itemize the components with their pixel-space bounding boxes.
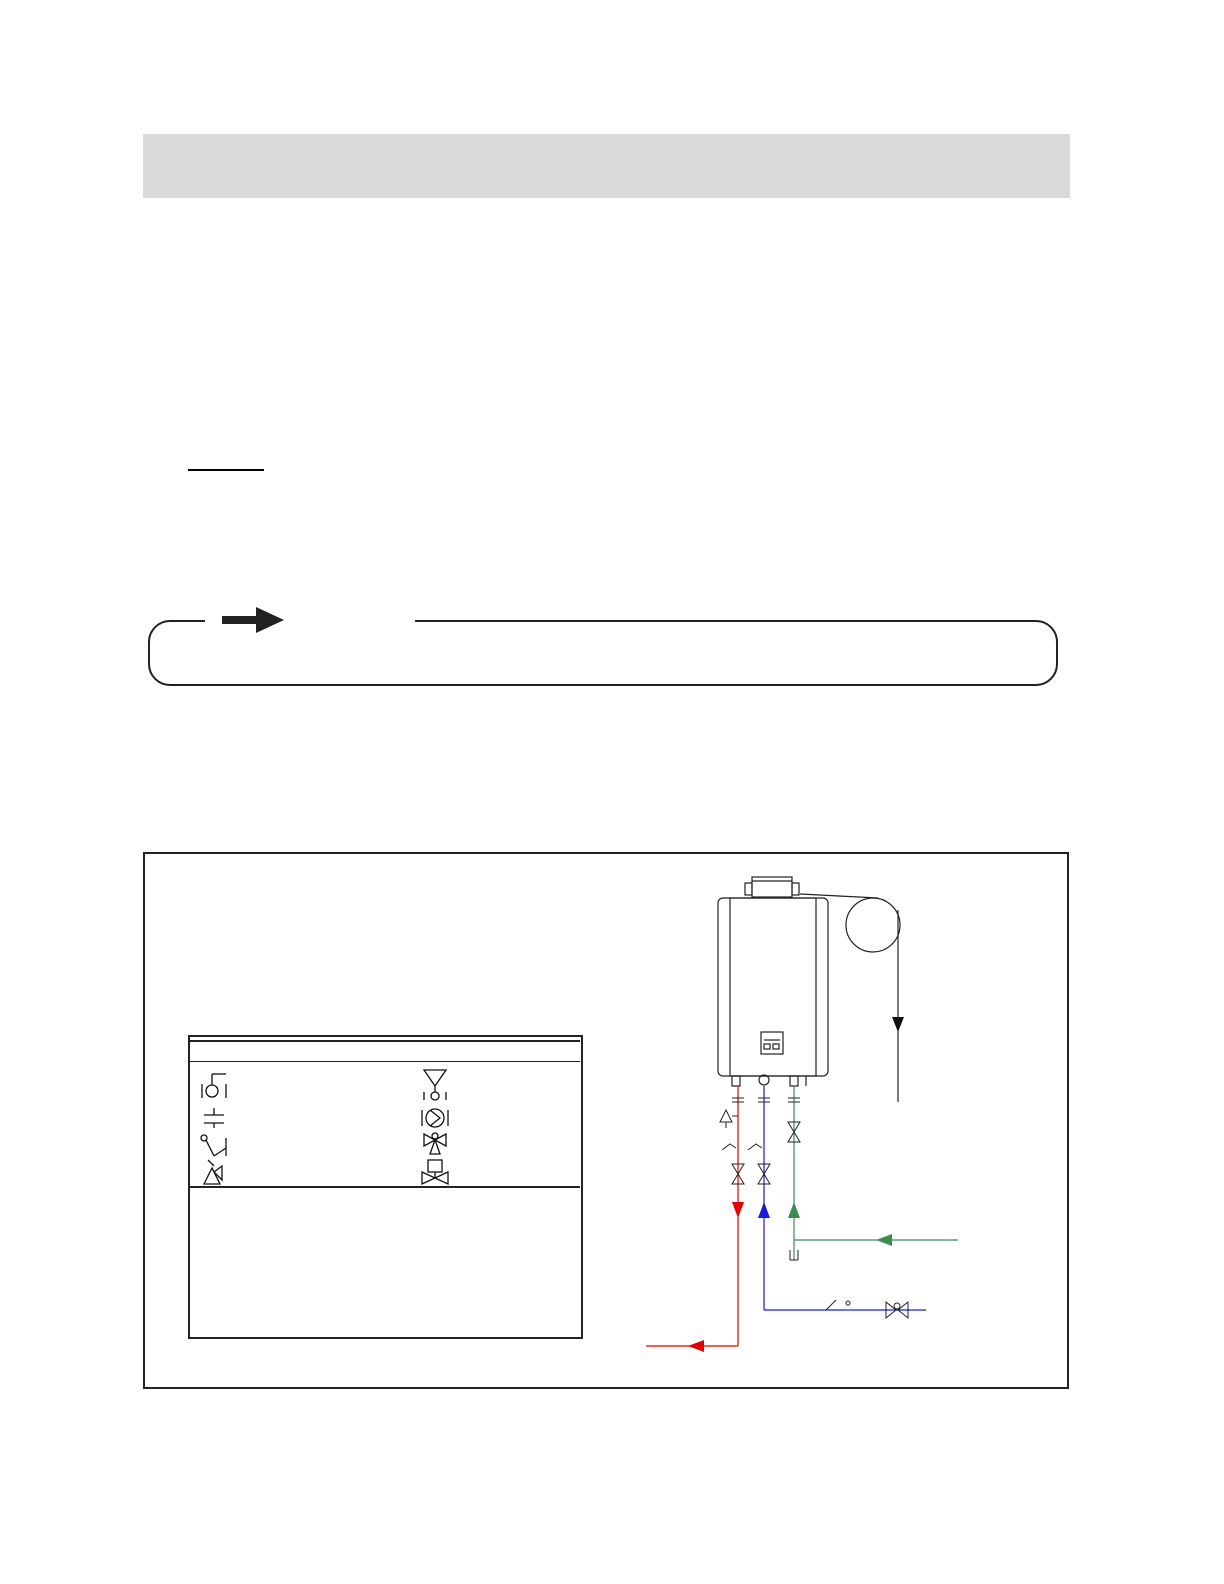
relief-valve-icon	[204, 1160, 222, 1184]
pipe-fittings	[732, 1098, 800, 1102]
union-fitting-icon	[202, 1074, 226, 1098]
section-header-band	[143, 134, 1070, 198]
right-arrow-icon	[222, 606, 286, 634]
cold-inlet-arrow	[758, 1202, 770, 1218]
water-heater-unit	[718, 877, 828, 1086]
recirculation-arrow	[876, 1234, 892, 1246]
downward-flow-arrow	[892, 1017, 904, 1032]
piping-schematic	[640, 870, 970, 1360]
legend-icons-right	[418, 1066, 452, 1188]
legend-rule	[190, 1186, 580, 1188]
inlet-check-and-mixing-symbols	[826, 1300, 908, 1318]
hot-water-outlet-pipe	[646, 1086, 738, 1346]
isolation-valve-symbols	[732, 1122, 800, 1184]
check-valve-icon	[201, 1135, 226, 1156]
circulator-pump-icon	[422, 1109, 448, 1127]
drain-valve-symbols	[722, 1144, 762, 1150]
legend-icons-left	[196, 1068, 236, 1186]
solenoid-valve-icon	[422, 1160, 448, 1184]
thermostatic-valve-icon	[424, 1070, 446, 1100]
relief-valve-symbol	[720, 1110, 738, 1128]
legend-rule	[190, 1061, 580, 1062]
pressure-gauge-icon	[204, 1108, 224, 1128]
cold-water-inlet-pipe	[764, 1086, 926, 1310]
recirculation-return-pipe	[794, 1086, 958, 1260]
hot-outlet-arrow	[732, 1202, 744, 1218]
mixing-valve-icon	[424, 1133, 446, 1154]
recirculation-arrow	[788, 1202, 800, 1218]
heading-underline	[188, 469, 264, 471]
expansion-tank	[800, 894, 900, 1102]
hot-outlet-arrow	[688, 1340, 704, 1352]
legend-rule	[190, 1040, 580, 1042]
